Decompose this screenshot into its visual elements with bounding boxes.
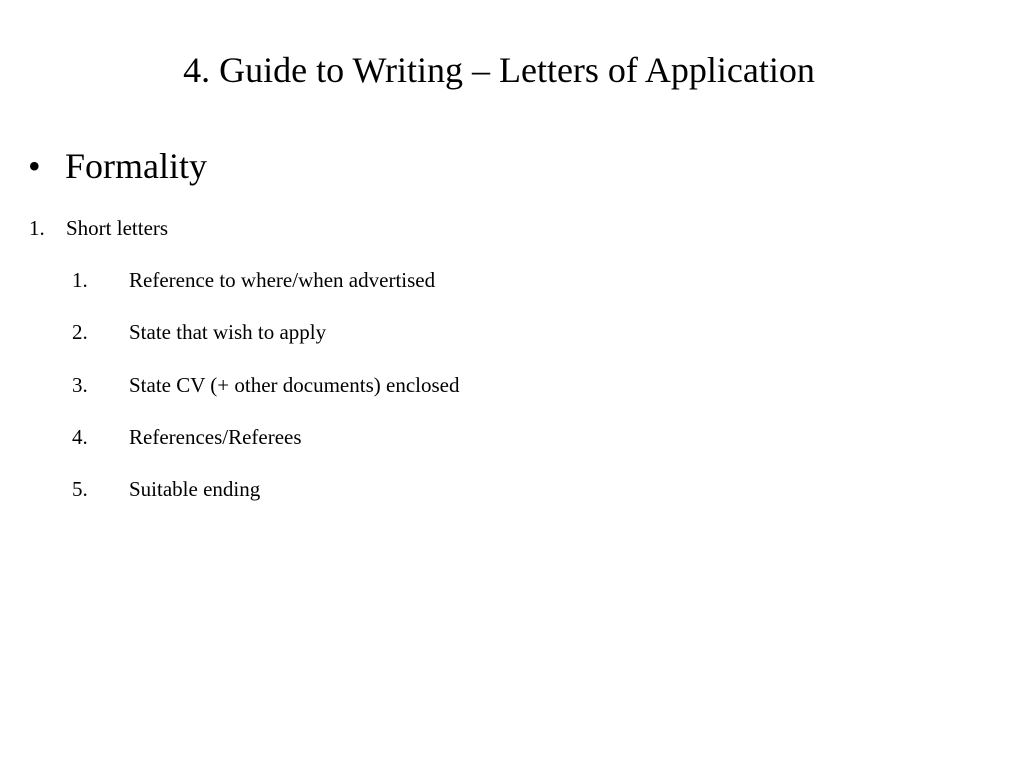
bullet-text: Formality (65, 146, 207, 186)
slide-title: 4. Guide to Writing – Letters of Application (183, 50, 815, 90)
item-text: State CV (+ other documents) enclosed (129, 372, 460, 397)
item-number: 5. (72, 477, 88, 502)
list-item (72, 266, 459, 318)
item-text: State that wish to apply (129, 320, 327, 345)
item-number: 3. (72, 372, 88, 397)
numbered-item-short-letters (29, 214, 168, 242)
item-number: 2. (72, 320, 88, 345)
item-text: References/Referees (129, 424, 302, 449)
list-item (72, 371, 459, 423)
item-number: 1. (72, 268, 88, 292)
item-number: 4. (72, 424, 88, 449)
bullet-icon: • (28, 146, 41, 186)
item-text: Short letters (66, 216, 169, 240)
list-item (72, 318, 459, 370)
list-item (72, 475, 459, 527)
bullet-item-formality (28, 142, 207, 190)
sub-list (72, 266, 459, 527)
item-text: Reference to where/when advertised (129, 268, 436, 292)
list-item (72, 423, 459, 475)
item-number: 1. (29, 216, 45, 240)
item-text: Suitable ending (129, 477, 261, 502)
